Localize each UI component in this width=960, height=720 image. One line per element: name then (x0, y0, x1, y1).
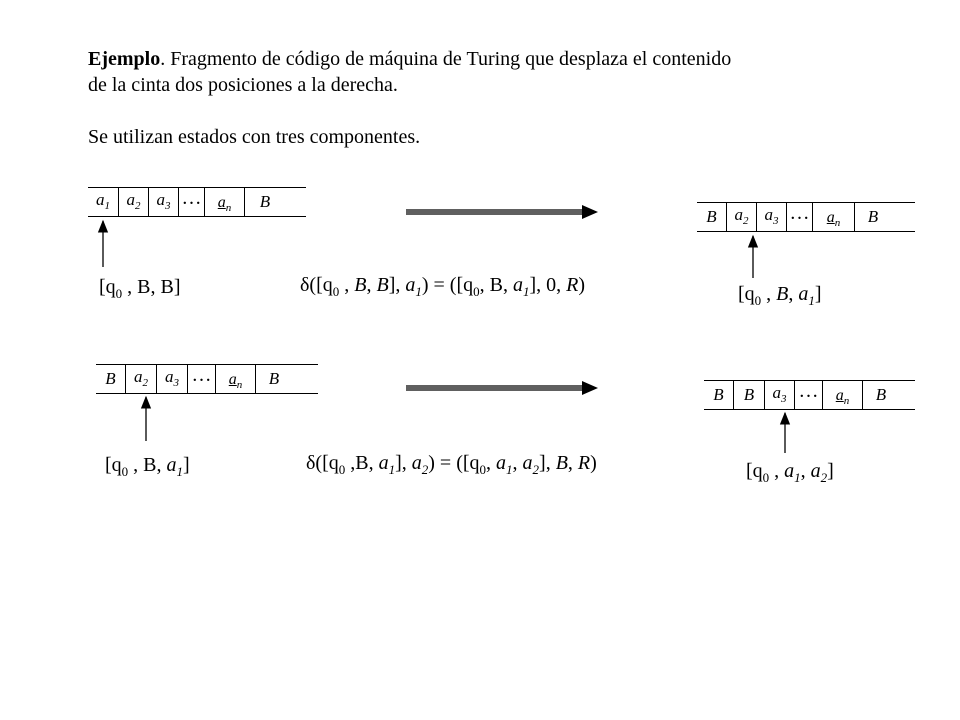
intro-line-3: Se utilizan estados con tres componentes. (88, 126, 421, 148)
state-row1-right: [$q_0$ , B, $a_1$] (738, 283, 822, 308)
tape-cell: B (734, 380, 765, 410)
transition-row2: $\delta([q_0$ ,B, $a_1$], $a_2) = ([q_0$, $a_1$, $a_2$], B, R) (306, 452, 597, 477)
tape-cell: $a_3$ (765, 380, 795, 410)
tape-cell: $a_n$ (216, 364, 256, 394)
tape-cell: $a_n$ (205, 187, 245, 217)
tape-cell: … (179, 187, 205, 217)
tape-cell: $a_2$ (119, 187, 149, 217)
intro-title-rest: . Fragmento de código de máquina de Turing que desplaza el contenido (160, 48, 732, 70)
tape-cell: $a_n$ (823, 380, 863, 410)
transition-arrow-row2 (406, 381, 598, 395)
tape-cell: … (787, 202, 813, 232)
tape-cell: … (188, 364, 216, 394)
intro-title: Ejemplo (88, 48, 161, 70)
tape-cell: B (875, 385, 887, 404)
transition-arrow-row1 (406, 205, 598, 219)
state-row2-right: [$q_0$ , $a_1$, $a_2$] (746, 460, 834, 485)
tape-cell: B (704, 380, 734, 410)
tape-cell: B (867, 207, 879, 226)
tape-cell: $a_3$ (757, 202, 787, 232)
tape-cell: B (268, 369, 280, 388)
tape-cell: B (697, 202, 727, 232)
tape-cell: B (96, 364, 126, 394)
tape-cell: $a_3$ (149, 187, 179, 217)
transition-row1: $\delta([q_0$ , B, B], $a_1) = ([q_0$, B, $a_1$], 0, R) (300, 274, 586, 299)
tape-cell: $a_3$ (157, 364, 188, 394)
state-row2-left: [$q_0$ , B, $a_1$] (105, 454, 190, 479)
tape-cell: $a_1$ (88, 187, 119, 217)
intro-line-2: de la cinta dos posiciones a la derecha. (88, 74, 398, 96)
tape-cell: $a_2$ (126, 364, 157, 394)
tape-cell: $a_2$ (727, 202, 757, 232)
tape-cell: $a_n$ (813, 202, 855, 232)
tape-cell: B (259, 192, 271, 211)
tape-cell: … (795, 380, 823, 410)
state-row1-left: [$q_0$ , B, B] (99, 276, 181, 301)
